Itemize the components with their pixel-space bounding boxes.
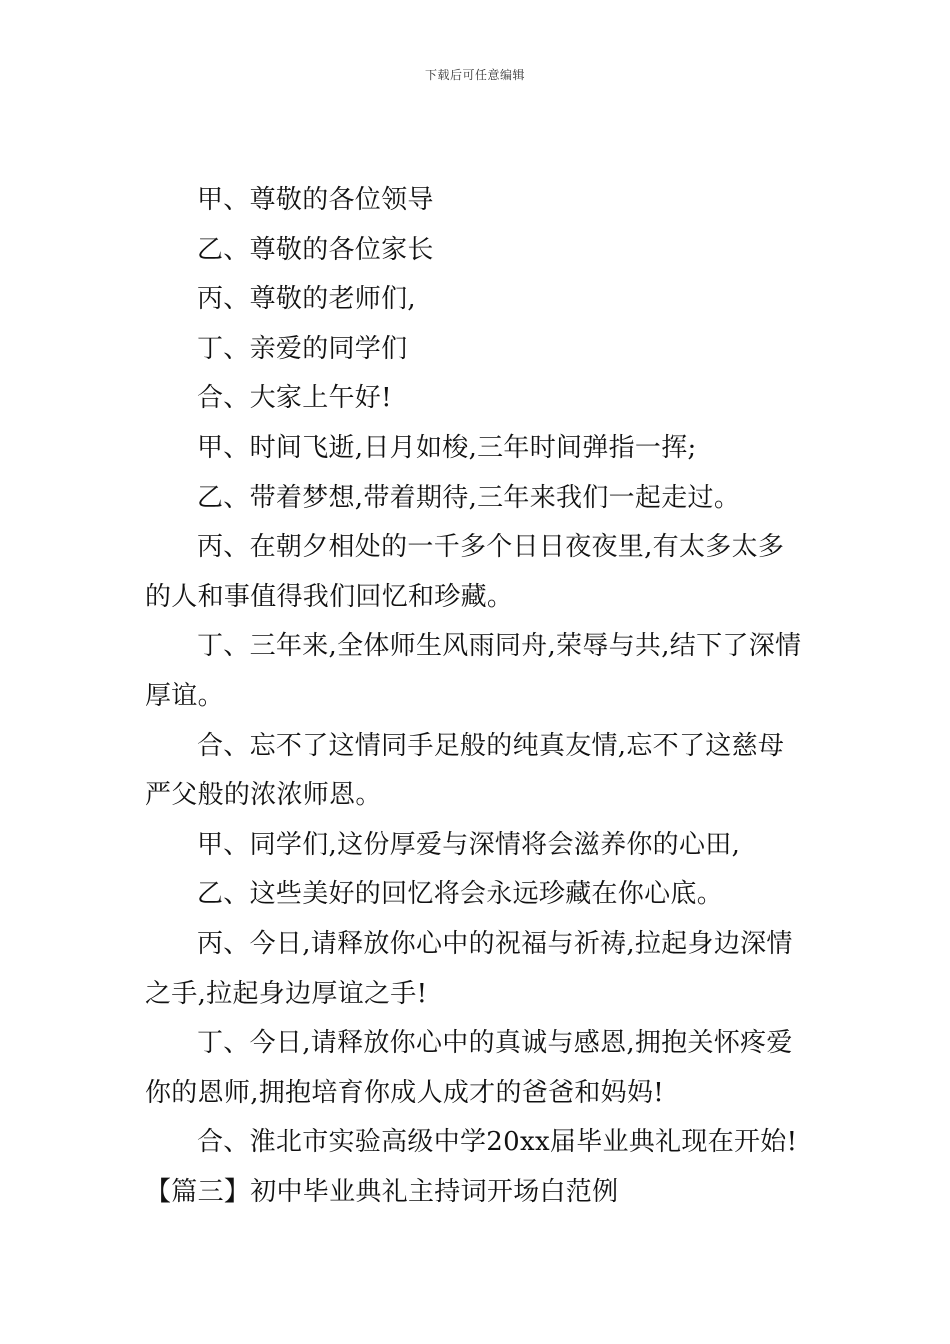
paragraph: 丁、今日,请释放你心中的真诚与感恩,拥抱关怀疼爱你的恩师,拥抱培育你成人成才的爸爸和妈妈! xyxy=(145,1028,793,1108)
paragraph: 丁、三年来,全体师生风雨同舟,荣辱与共,结下了深情厚谊。 xyxy=(145,631,802,711)
paragraph: 合、大家上午好! xyxy=(197,383,392,414)
paragraph: 合、淮北市实验高级中学20xx届毕业典礼现在开始! xyxy=(197,1127,798,1158)
paragraph: 合、忘不了这情同手足般的纯真友情,忘不了这慈母严父般的浓浓师恩。 xyxy=(145,730,785,811)
paragraph: 甲、同学们,这份厚爱与深情将会滋养你的心田, xyxy=(197,829,741,860)
paragraph: 乙、尊敬的各位家长 xyxy=(197,234,434,265)
paragraph: 丙、在朝夕相处的一千多个日日夜夜里,有太多太多的人和事值得我们回忆和珍藏。 xyxy=(145,532,785,612)
section-heading: 【篇三】初中毕业典礼主持词开场白范例 xyxy=(145,1176,619,1207)
document-body xyxy=(145,176,810,1217)
paragraph: 丙、尊敬的老师们, xyxy=(197,284,416,315)
paragraph: 甲、尊敬的各位领导 xyxy=(197,185,434,215)
paragraph: 乙、带着梦想,带着期待,三年来我们一起走过。 xyxy=(197,482,741,513)
header-note: 下载后可任意编辑 xyxy=(424,68,525,82)
paragraph: 乙、这些美好的回忆将会永远珍藏在你心底。 xyxy=(197,879,724,910)
paragraph: 甲、时间飞逝,日月如梭,三年时间弹指一挥; xyxy=(197,432,697,463)
paragraph: 丙、今日,请释放你心中的祝福与祈祷,拉起身边深情之手,拉起身边厚谊之手! xyxy=(145,928,793,1009)
paragraph: 丁、亲爱的同学们 xyxy=(197,333,408,364)
